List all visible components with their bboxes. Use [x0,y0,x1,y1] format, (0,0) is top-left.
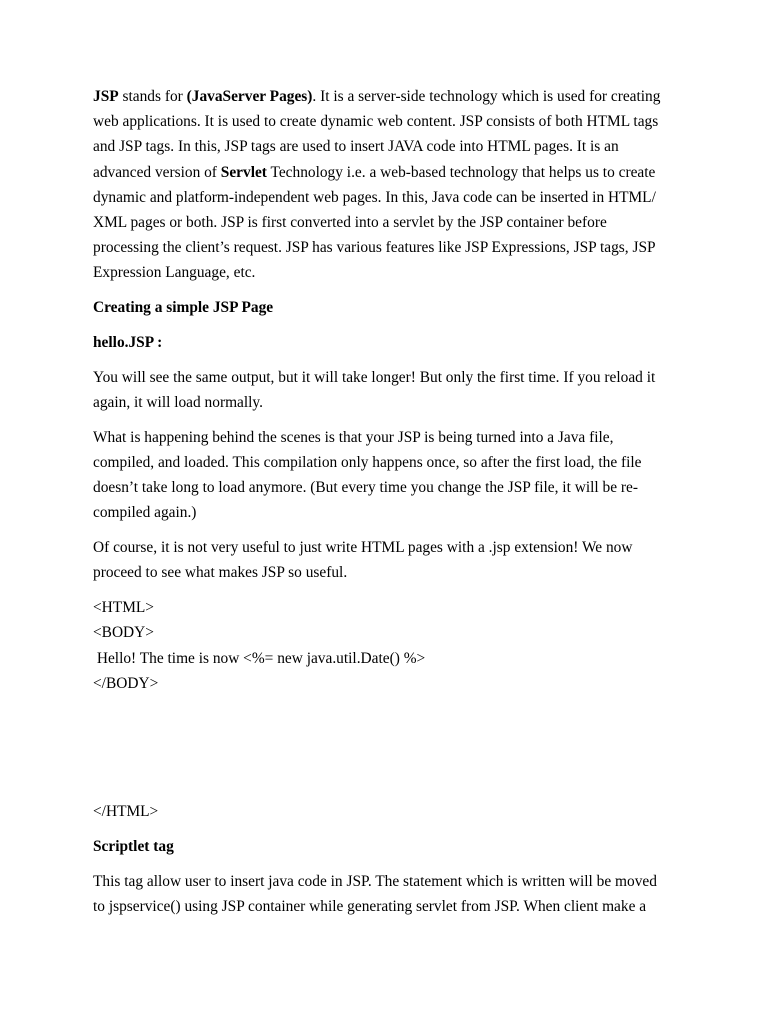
scriptlet-paragraph [93,869,669,919]
intro-line: web applications. It is used to create dynamic web content. JSP consists of both HTML tags [93,113,659,131]
text-run: advanced version of [93,163,221,181]
intro-line: dynamic and platform-independent web pages. In this, Java code can be inserted in HTML/ [93,188,656,206]
section-heading-creating-jsp-page: Creating a simple JSP Page [93,299,274,317]
code-closing-tag: </HTML> [93,803,159,821]
section-heading-hello-jsp: hello.JSP : [93,334,163,352]
code-line: Hello! The time is now <%= new java.util.Date() %> [93,649,426,667]
paragraph-line: compiled again.) [93,504,197,522]
document-page [93,84,669,929]
of-course-paragraph [93,535,669,585]
bold-term-javaserver-pages: (JavaServer Pages) [186,88,313,105]
text-run: . It is a server-side technology which is used for creating [312,88,661,105]
output-paragraph [93,365,669,415]
paragraph-line: You will see the same output, but it will take longer! But only the first time. If you reload it [93,368,656,386]
paragraph-line: proceed to see what makes JSP so useful. [93,564,348,582]
intro-line: Expression Language, etc. [93,264,256,282]
behind-scenes-paragraph [93,425,669,526]
intro-line: and JSP tags. In this, JSP tags are used to insert JAVA code into HTML pages. It is an [93,138,619,156]
intro-paragraph [93,84,669,286]
intro-line: processing the client’s request. JSP has various features like JSP Expressions, JSP tags, JSP [93,239,656,257]
paragraph-line: This tag allow user to insert java code in JSP. The statement which is written will be moved [93,872,657,890]
text-run: Technology i.e. a web-based technology that helps us to create [266,163,656,181]
paragraph-line: compiled, and loaded. This compilation only happens once, so after the first load, the file [93,454,642,472]
paragraph-line: Of course, it is not very useful to just write HTML pages with a .jsp extension! We now [93,539,633,557]
intro-line: XML pages or both. JSP is first converted into a servlet by the JSP container before [93,214,607,232]
code-line: </BODY> [93,674,159,692]
paragraph-line: doesn’t take long to load anymore. (But every time you change the JSP file, it will be re- [93,479,638,497]
bold-term-servlet: Servlet [220,163,267,181]
intro-line [93,84,669,109]
paragraph-line: again, it will load normally. [93,394,263,412]
code-line: <HTML> [93,599,154,617]
code-sample [93,595,669,696]
bold-term-jsp: JSP [93,88,119,105]
section-heading-scriptlet-tag: Scriptlet tag [93,837,174,855]
text-run: stands for [118,88,187,105]
paragraph-line: What is happening behind the scenes is that your JSP is being turned into a Java file, [93,428,614,446]
intro-line [93,160,669,185]
code-line: <BODY> [93,624,154,642]
blank-space [93,696,669,799]
paragraph-line: to jspservice() using JSP container while generating servlet from JSP. When client make a [93,897,647,915]
